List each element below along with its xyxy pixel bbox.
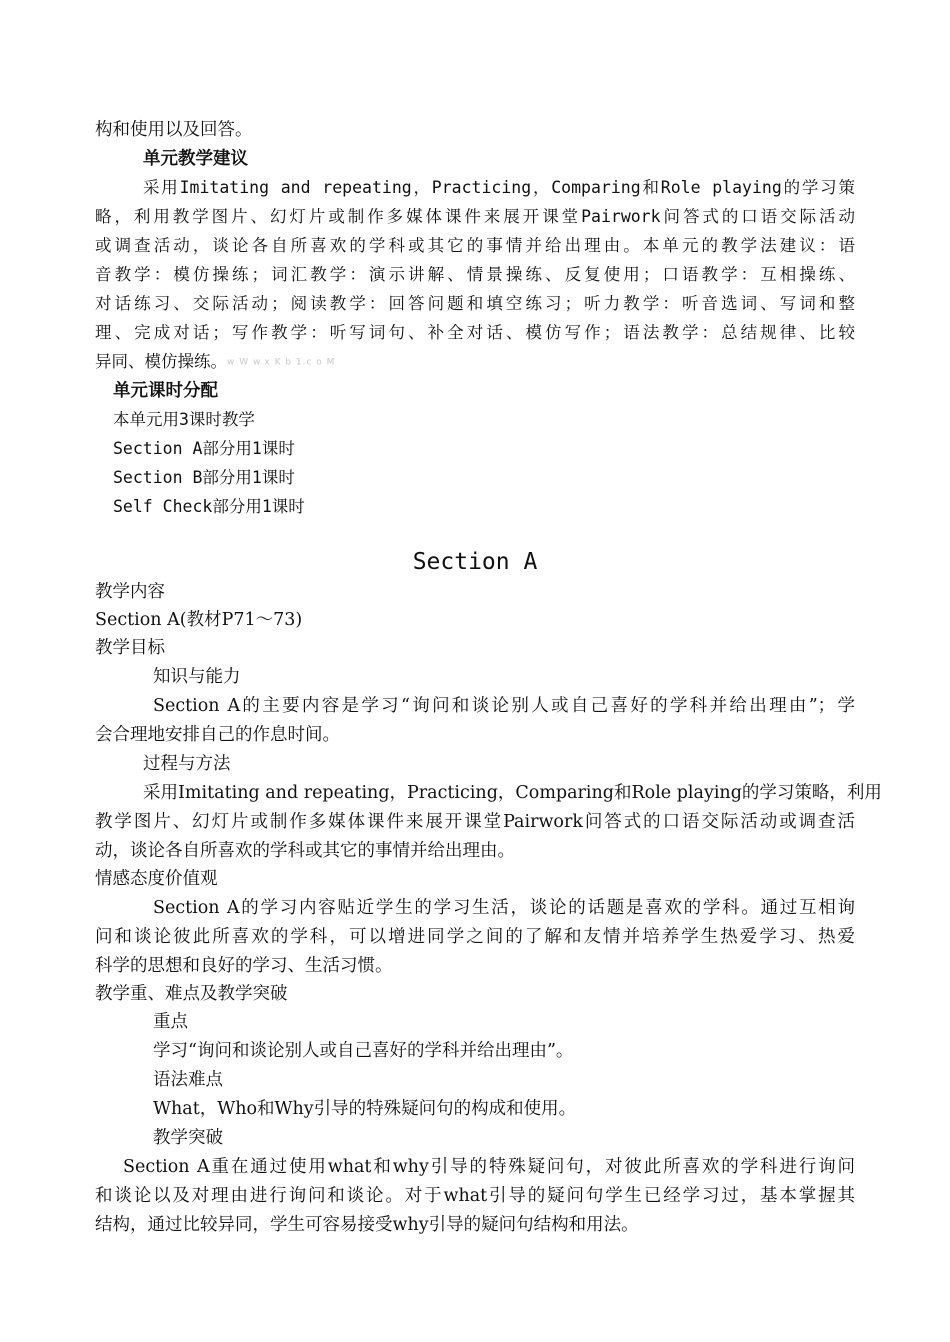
watermark: w W w.x K b 1.c o M xyxy=(227,357,336,368)
schedule-item: Section B部分用1课时 xyxy=(113,468,295,487)
paragraph-line: 科学的思想和良好的学习、生活习惯。 xyxy=(95,956,393,976)
section-title: Section A xyxy=(412,549,538,575)
paragraph-line: Section A的学习内容贴近学生的学习生活，谈论的话题是喜欢的学科。通过互相询 xyxy=(153,898,855,918)
paragraph-line: 对话练习、交际活动；阅读教学：回答问题和填空练习；听力教学：听音选词、写词和整 xyxy=(95,294,855,313)
schedule-item: Self Check部分用1课时 xyxy=(113,497,305,516)
text-line: What，Who和Why引导的特殊疑问句的构成和使用。 xyxy=(153,1099,577,1119)
paragraph-line: 音教学：模仿操练；词汇教学：演示讲解、情景操练、反复使用；口语教学：互相操练、 xyxy=(95,265,855,284)
paragraph-line: 会合理地安排自己的作息时间。 xyxy=(95,725,340,745)
paragraph-line: 或调查活动，谈论各自所喜欢的学科或其它的事情并给出理由。本单元的教学法建议：语 xyxy=(95,236,855,255)
paragraph-line: 结构，通过比较异同，学生可容易接受why引导的疑问句结构和用法。 xyxy=(95,1215,639,1235)
text-line: 构和使用以及回答。 xyxy=(95,120,253,140)
subheading: 过程与方法 xyxy=(143,754,231,774)
paragraph-line: 和谈论以及对理由进行询问和谈论。对于what引导的疑问句学生已经学习过，基本掌握其 xyxy=(95,1186,855,1206)
subheading: 语法难点 xyxy=(153,1070,223,1090)
subheading: 教学突破 xyxy=(153,1128,223,1148)
section-heading: 单元课时分配 xyxy=(113,381,218,401)
subheading: 知识与能力 xyxy=(153,667,241,687)
paragraph-text: 异同、模仿操练。 xyxy=(95,352,227,371)
text-line: 教学内容 xyxy=(95,582,165,602)
text-line: 教学目标 xyxy=(95,638,165,658)
text-line: 学习“询问和谈论别人或自己喜好的学科并给出理由”。 xyxy=(153,1041,574,1061)
text-line: Section A(教材P71～73) xyxy=(95,610,303,630)
paragraph-line: 略，利用教学图片、幻灯片或制作多媒体课件来展开课堂Pairwork问答式的口语交际活动 xyxy=(95,207,855,226)
subheading: 教学重、难点及教学突破 xyxy=(95,984,288,1004)
paragraph-line: 采用Imitating and repeating，Practicing，Comparing和Role playing的学习策 xyxy=(143,178,855,197)
paragraph-line: 采用Imitating and repeating，Practicing，Comparing和Role playing的学习策略，利用 xyxy=(143,783,882,803)
paragraph-line: Section A的主要内容是学习“询问和谈论别人或自己喜好的学科并给出理由”；学 xyxy=(153,696,855,716)
paragraph-line: 动，谈论各自所喜欢的学科或其它的事情并给出理由。 xyxy=(95,841,515,861)
schedule-item: Section A部分用1课时 xyxy=(113,439,295,458)
paragraph-line: 教学图片、幻灯片或制作多媒体课件来展开课堂Pairwork问答式的口语交际活动或调查活 xyxy=(95,812,855,832)
paragraph-line: 理、完成对话；写作教学：听写词句、补全对话、模仿写作；语法教学：总结规律、比较 xyxy=(95,323,855,342)
subheading: 情感态度价值观 xyxy=(95,869,218,889)
subheading: 重点 xyxy=(153,1012,188,1032)
paragraph-line xyxy=(95,348,335,377)
paragraph-line: 问和谈论彼此所喜欢的学科，可以增进同学之间的了解和友情并培养学生热爱学习、热爱 xyxy=(95,927,855,947)
section-heading: 单元教学建议 xyxy=(143,149,248,169)
schedule-item: 本单元用3课时教学 xyxy=(113,410,255,429)
paragraph-line: Section A重在通过使用what和why引导的特殊疑问句，对彼此所喜欢的学科进行询问 xyxy=(123,1157,855,1177)
